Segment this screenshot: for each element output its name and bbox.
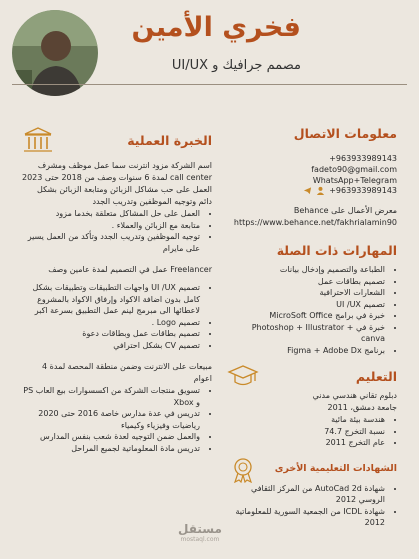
education-degree: دبلوم تقاني هندسي مدني	[312, 391, 397, 400]
list-item: • شهادة ICDL من الجمعية السورية للمعلوماتية 2012	[227, 506, 385, 529]
experience-job-1-desc: العمل على حب مشاكل الزبائن ومتابعة الزبائن بشكل دائم وتوجيه الموظفين وتدريب الجدد	[37, 185, 212, 206]
experience-job-3: مبيعات على الانترنت وضمن منطقة المحصة لمدة 4 اعوام	[42, 362, 212, 383]
list-item: • الشعارات الاحترافية	[227, 287, 385, 299]
experience-list-1	[22, 208, 212, 254]
list-item: • تصميم بطاقات عمل	[227, 276, 385, 288]
list-item: • نسبة التخرج 74.7	[227, 426, 385, 438]
candidate-name: فخري الأمين	[131, 12, 301, 43]
certs-list	[227, 483, 397, 529]
watermark-brand: مستقل	[178, 522, 222, 536]
portfolio-link[interactable]: https://www.behance.net/fakhrialamin90	[233, 218, 397, 227]
graduation-cap-icon	[227, 362, 259, 390]
education-university: جامعة دمشق، 2011	[327, 403, 397, 412]
experience-job-2: Freelancer عمل في التصميم لمدة عامين وصف	[48, 265, 212, 274]
education-heading: التعليم	[355, 368, 397, 384]
experience-job-1: اسم الشركة مزود انترنت سما عمل موظف ومشرف call center لمدة 6 سنوات وصف من 2018 حتى 2023	[21, 161, 212, 182]
list-item: • الطباعة والتصميم وإدخال بيانات	[227, 264, 385, 276]
watermark-logo	[178, 522, 222, 543]
experience-header	[22, 126, 212, 154]
list-item: • تصميم UI /UX	[227, 299, 385, 311]
left-column	[22, 126, 212, 454]
list-item: • تصميم Logo .	[22, 317, 200, 329]
user-icon	[316, 186, 325, 195]
contact-phone-2: +963933989143	[329, 186, 397, 195]
list-item: • تصميم CV بشكل احترافي	[22, 340, 200, 352]
header-divider	[12, 84, 407, 85]
list-item: • هندسة بيئة مائية	[227, 414, 385, 426]
list-item: • متابعة مع الزبائن والعملاء .	[22, 220, 200, 232]
certs-header	[227, 455, 397, 483]
experience-list-3	[22, 385, 212, 454]
contact-whatsapp: WhatsApp+Telegram	[312, 176, 397, 185]
experience-heading: الخبرة العملية	[127, 132, 212, 148]
list-item: • تصميم بطاقات عمل وبطاقات دعوة	[22, 328, 200, 340]
list-item: • تدريس في عدة مدارس خاصة 2016 حتى 2020 رياضيات وفيزياء وكيمياء	[22, 408, 200, 431]
list-item: • تصميم UI /UX واجهات التطبيقات وتطبيقات بشكل كامل بدون اضافة الاكواد وإرفاق الاكواد بالمشروع لاعطائها الى مبرمج لينم عمل التطبيق بسرعة اكبر	[22, 282, 200, 317]
education-list	[227, 414, 397, 449]
contact-phone: +963933989143	[329, 154, 397, 163]
portfolio-label: معرض الأعمال على Behance	[293, 206, 397, 215]
contact-social-row	[227, 186, 397, 195]
list-item: • تدريس مادة المعلوماتية لجميع المراحل	[22, 443, 200, 455]
list-item: • والعمل ضمن التوجيه لعدة شعب بنفس المدارس	[22, 431, 200, 443]
contact-header	[227, 126, 397, 141]
certs-heading: الشهادات التعليمية الأخرى	[274, 463, 397, 474]
watermark-url: mostaql.com	[180, 536, 220, 543]
skills-heading: المهارات ذات الصلة	[276, 243, 397, 258]
list-item: • تسويق منتجات الشركة من اكسسوارات بيع العاب PS و Xbox	[22, 385, 200, 408]
list-item: • توجيه الموظفين وتدريب الجدد وتأكد من العمل يسير على مايرام	[22, 231, 200, 254]
list-item: • شهادة AutoCad 2d من المركز الثقافي الروسي 2012	[227, 483, 385, 506]
list-item: • خبرة في برامج MicroSoft Office	[227, 310, 385, 322]
list-item: • برنامج Figma + Adobe Dx	[227, 345, 385, 357]
list-item: • العمل على حل المشاكل متعلقة بخدما مزود	[22, 208, 200, 220]
skills-list	[227, 264, 397, 356]
telegram-icon	[303, 186, 312, 195]
right-column	[227, 126, 397, 529]
certificate-icon	[227, 455, 259, 483]
education-header	[227, 362, 397, 390]
list-item: • خبرة في Photoshop + Illustrator + canva	[227, 322, 385, 345]
contact-heading: معلومات الاتصال	[293, 126, 397, 141]
building-icon	[22, 126, 54, 154]
candidate-title: مصمم جرافيك و UI/UX	[171, 58, 301, 73]
experience-list-2	[22, 282, 212, 351]
skills-header	[227, 243, 397, 258]
contact-email: fadeto90@gmail.com	[311, 165, 397, 174]
list-item: • عام التخرج 2011	[227, 437, 385, 449]
